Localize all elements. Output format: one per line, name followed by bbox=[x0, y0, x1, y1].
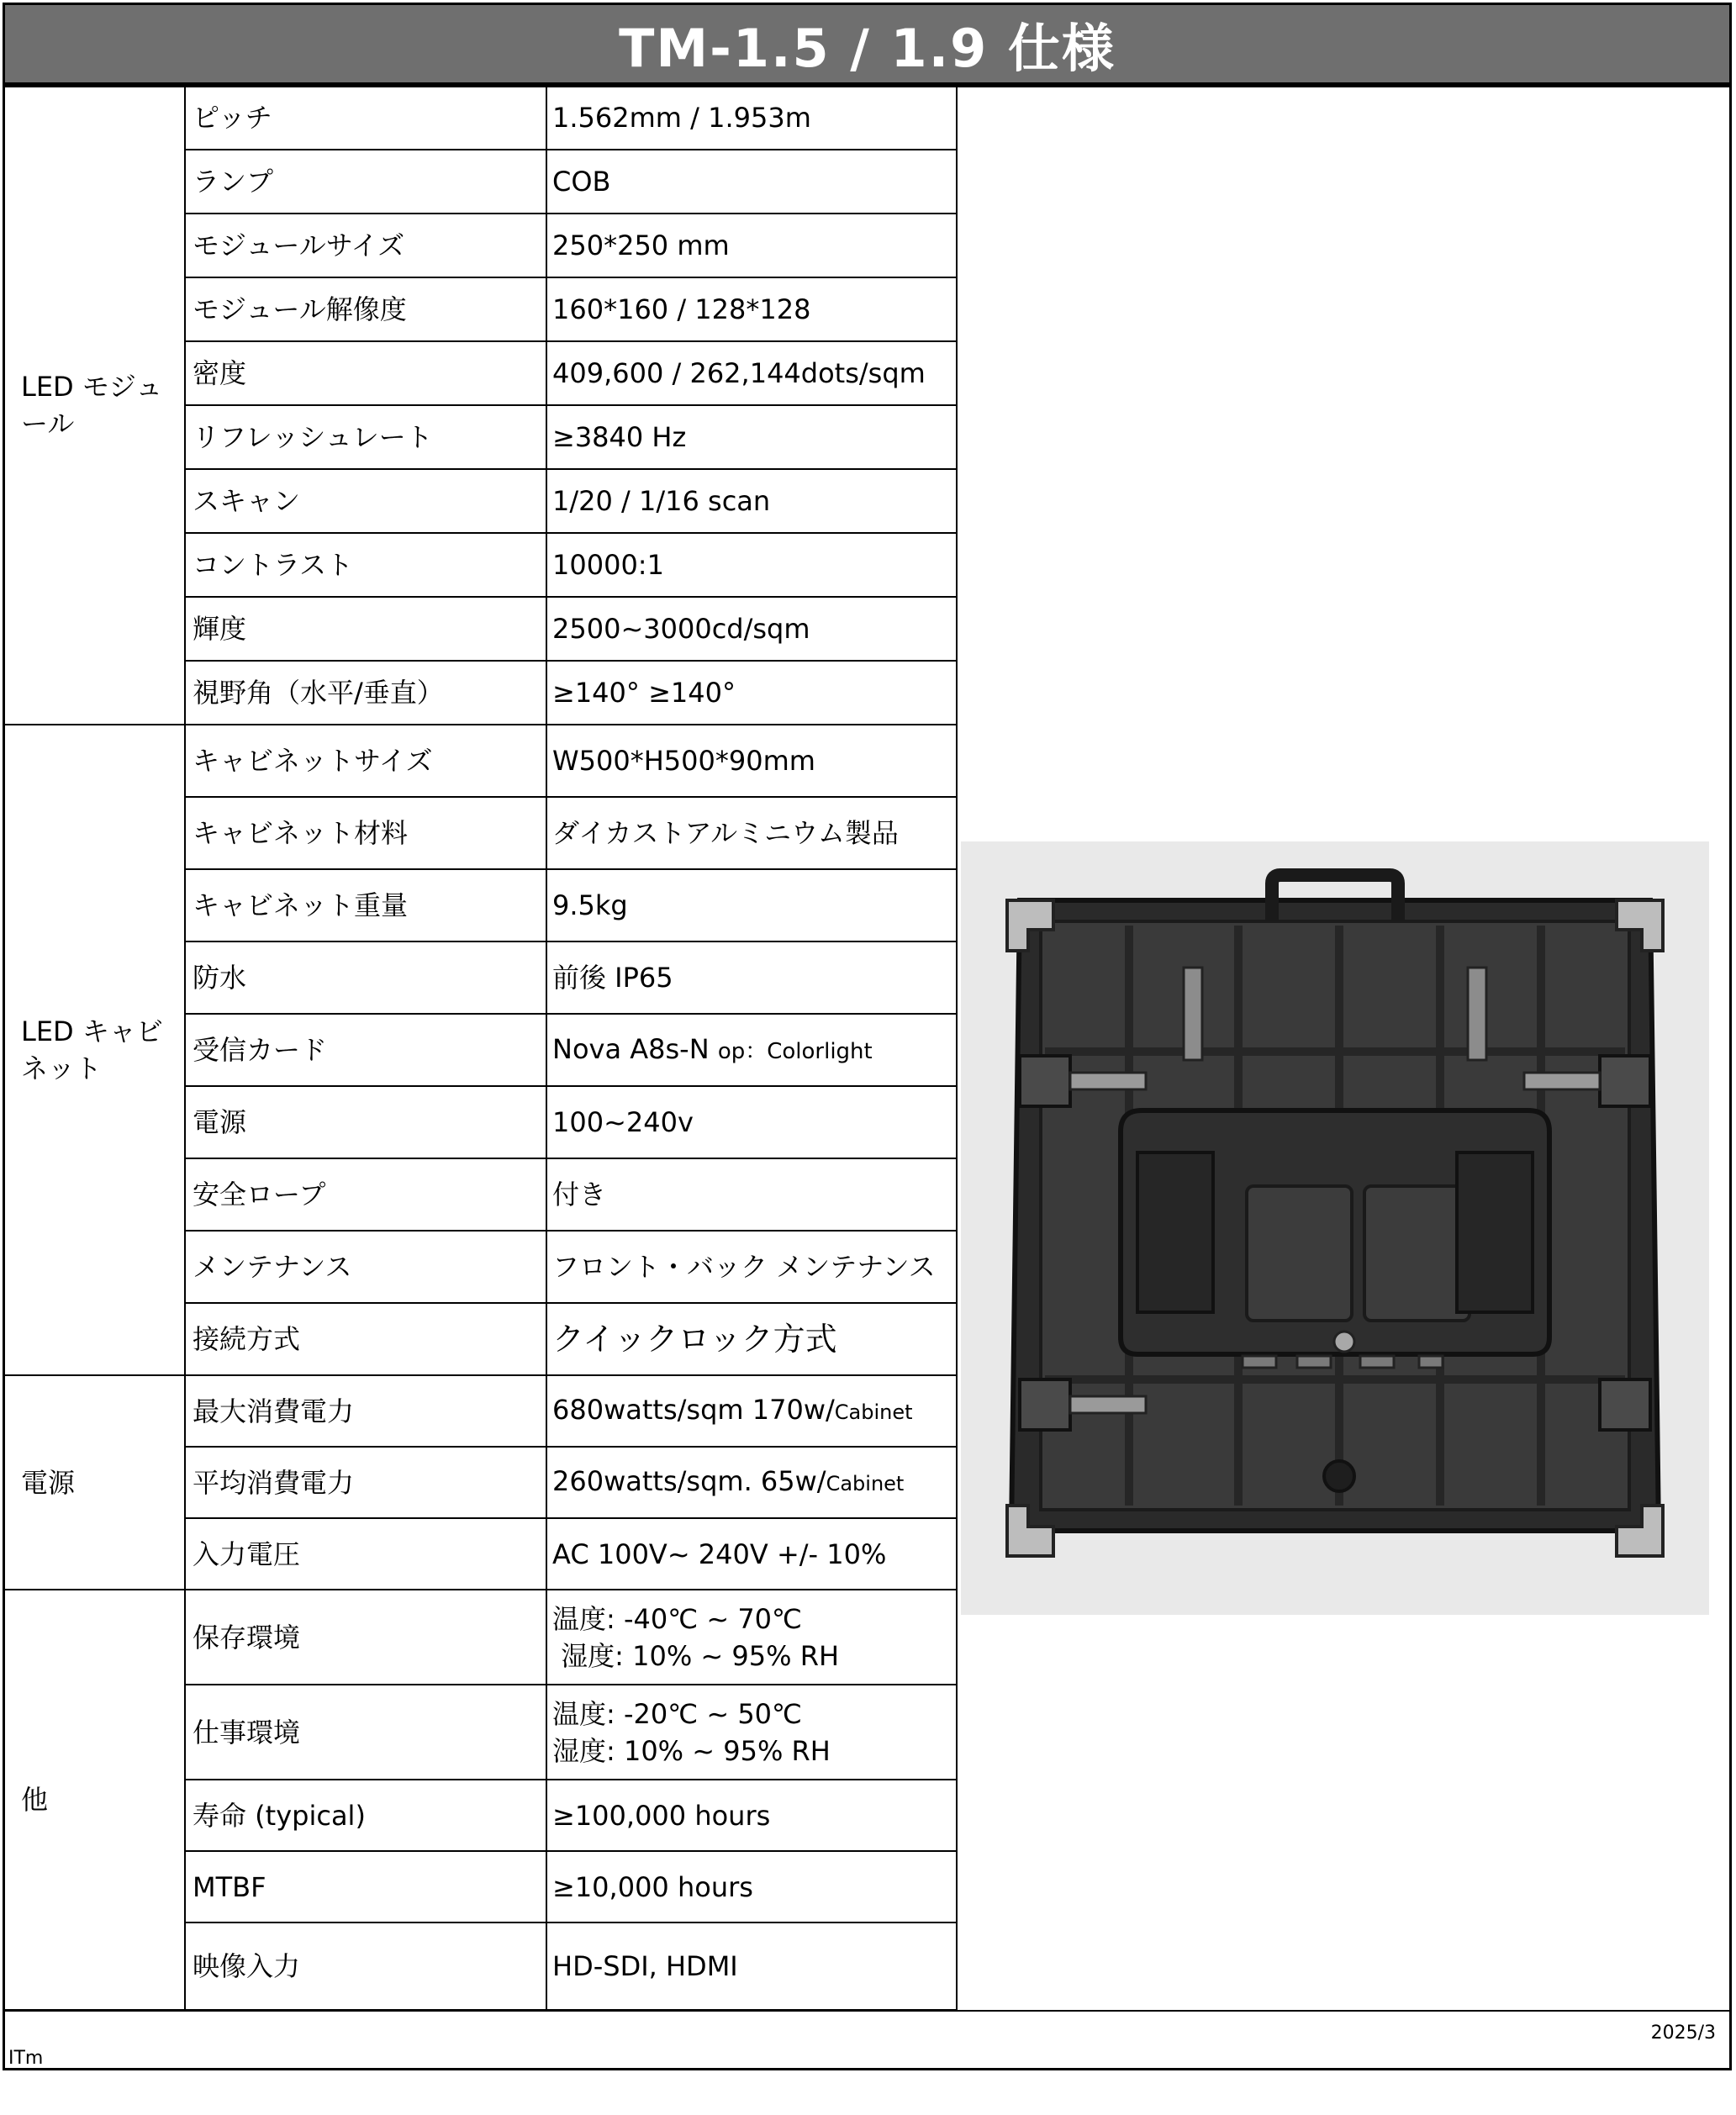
spec-value: ≥3840 Hz bbox=[546, 405, 957, 469]
spec-value: ≥140° ≥140° bbox=[546, 661, 957, 725]
spec-label: リフレッシュレート bbox=[185, 405, 546, 469]
receiver-card-value: Nova A8s-N bbox=[552, 1032, 710, 1065]
table-row bbox=[3, 725, 957, 797]
spec-value: 1/20 / 1/16 scan bbox=[546, 469, 957, 533]
spec-label: キャビネットサイズ bbox=[185, 725, 546, 797]
spec-label: 防水 bbox=[185, 941, 546, 1014]
spec-value: 前後 IP65 bbox=[546, 941, 957, 1014]
spec-label: 平均消費電力 bbox=[185, 1447, 546, 1518]
page-title: TM-1.5 / 1.9 仕様 bbox=[619, 17, 1116, 79]
spec-label: MTBF bbox=[185, 1851, 546, 1922]
spec-value bbox=[546, 1375, 957, 1447]
spec-value: HD-SDI, HDMI bbox=[546, 1922, 957, 2010]
revision-date: 2025/3 bbox=[1650, 2023, 1716, 2044]
spec-label: 仕事環境 bbox=[185, 1685, 546, 1780]
table-row bbox=[3, 1375, 957, 1447]
spec-label: メンテナンス bbox=[185, 1231, 546, 1303]
operating-temp: 温度: -20℃ ~ 50℃ bbox=[552, 1697, 802, 1730]
spec-value: 9.5kg bbox=[546, 869, 957, 941]
spec-label: 受信カード bbox=[185, 1014, 546, 1086]
spec-value bbox=[546, 1447, 957, 1518]
spec-value bbox=[546, 1014, 957, 1086]
spec-label: ランプ bbox=[185, 150, 546, 214]
spec-value: ≥100,000 hours bbox=[546, 1780, 957, 1851]
max-power-value: 680watts/sqm 170w/ bbox=[552, 1394, 835, 1426]
avg-power-value: 260watts/sqm. 65w/ bbox=[552, 1465, 826, 1497]
storage-humidity: 湿度: 10% ~ 95% RH bbox=[552, 1639, 840, 1672]
spec-label: キャビネット材料 bbox=[185, 797, 546, 869]
table-row bbox=[3, 86, 957, 150]
group-label-other: 他 bbox=[3, 1590, 185, 2010]
footer-row bbox=[3, 2010, 1732, 2072]
spec-value: AC 100V~ 240V +/- 10% bbox=[546, 1518, 957, 1590]
spec-value: 2500~3000cd/sqm bbox=[546, 597, 957, 661]
title-bar bbox=[3, 3, 1732, 85]
spec-label: 入力電圧 bbox=[185, 1518, 546, 1590]
spec-label: コントラスト bbox=[185, 533, 546, 597]
spec-value: W500*H500*90mm bbox=[546, 725, 957, 797]
brand-mark: ITm bbox=[8, 2048, 44, 2069]
spec-value: ダイカストアルミニウム製品 bbox=[546, 797, 957, 869]
spec-value: クイックロック方式 bbox=[546, 1303, 957, 1375]
spec-label: 安全ロープ bbox=[185, 1158, 546, 1231]
spec-label: 映像入力 bbox=[185, 1922, 546, 2010]
storage-temp: 温度: -40℃ ~ 70℃ bbox=[552, 1602, 802, 1635]
table-row bbox=[3, 1590, 957, 1685]
spec-value: フロント・バック メンテナンス bbox=[546, 1231, 957, 1303]
spec-value bbox=[546, 1590, 957, 1685]
spec-value: 10000:1 bbox=[546, 533, 957, 597]
spec-label: ピッチ bbox=[185, 86, 546, 150]
spec-value bbox=[546, 1685, 957, 1780]
operating-humidity: 湿度: 10% ~ 95% RH bbox=[552, 1734, 831, 1767]
spec-label: モジュール解像度 bbox=[185, 277, 546, 341]
spec-label: 寿命 (typical) bbox=[185, 1780, 546, 1851]
receiver-card-option: op：Colorlight bbox=[717, 1038, 873, 1064]
spec-value: 100~240v bbox=[546, 1086, 957, 1158]
max-power-unit: Cabinet bbox=[834, 1400, 913, 1424]
spec-value: 付き bbox=[546, 1158, 957, 1231]
spec-label: 視野角（水平/垂直） bbox=[185, 661, 546, 725]
avg-power-unit: Cabinet bbox=[826, 1472, 905, 1495]
spec-label: 接続方式 bbox=[185, 1303, 546, 1375]
spec-label: 輝度 bbox=[185, 597, 546, 661]
spec-value: 160*160 / 128*128 bbox=[546, 277, 957, 341]
spec-value: 1.562mm / 1.953m bbox=[546, 86, 957, 150]
spec-value: ≥10,000 hours bbox=[546, 1851, 957, 1922]
spec-label: 密度 bbox=[185, 341, 546, 405]
spec-label: スキャン bbox=[185, 469, 546, 533]
spec-label: モジュールサイズ bbox=[185, 214, 546, 277]
spec-value: 250*250 mm bbox=[546, 214, 957, 277]
spec-label: 最大消費電力 bbox=[185, 1375, 546, 1447]
spec-label: キャビネット重量 bbox=[185, 869, 546, 941]
cabinet-rear-photo bbox=[961, 841, 1709, 1615]
spec-value: 409,600 / 262,144dots/sqm bbox=[546, 341, 957, 405]
spec-value: COB bbox=[546, 150, 957, 214]
spec-table bbox=[3, 85, 958, 2011]
spec-label: 電源 bbox=[185, 1086, 546, 1158]
group-label-module: LED モジュール bbox=[3, 86, 185, 725]
spec-label: 保存環境 bbox=[185, 1590, 546, 1685]
group-label-cabinet: LED キャビネット bbox=[3, 725, 185, 1375]
group-label-power: 電源 bbox=[3, 1375, 185, 1590]
